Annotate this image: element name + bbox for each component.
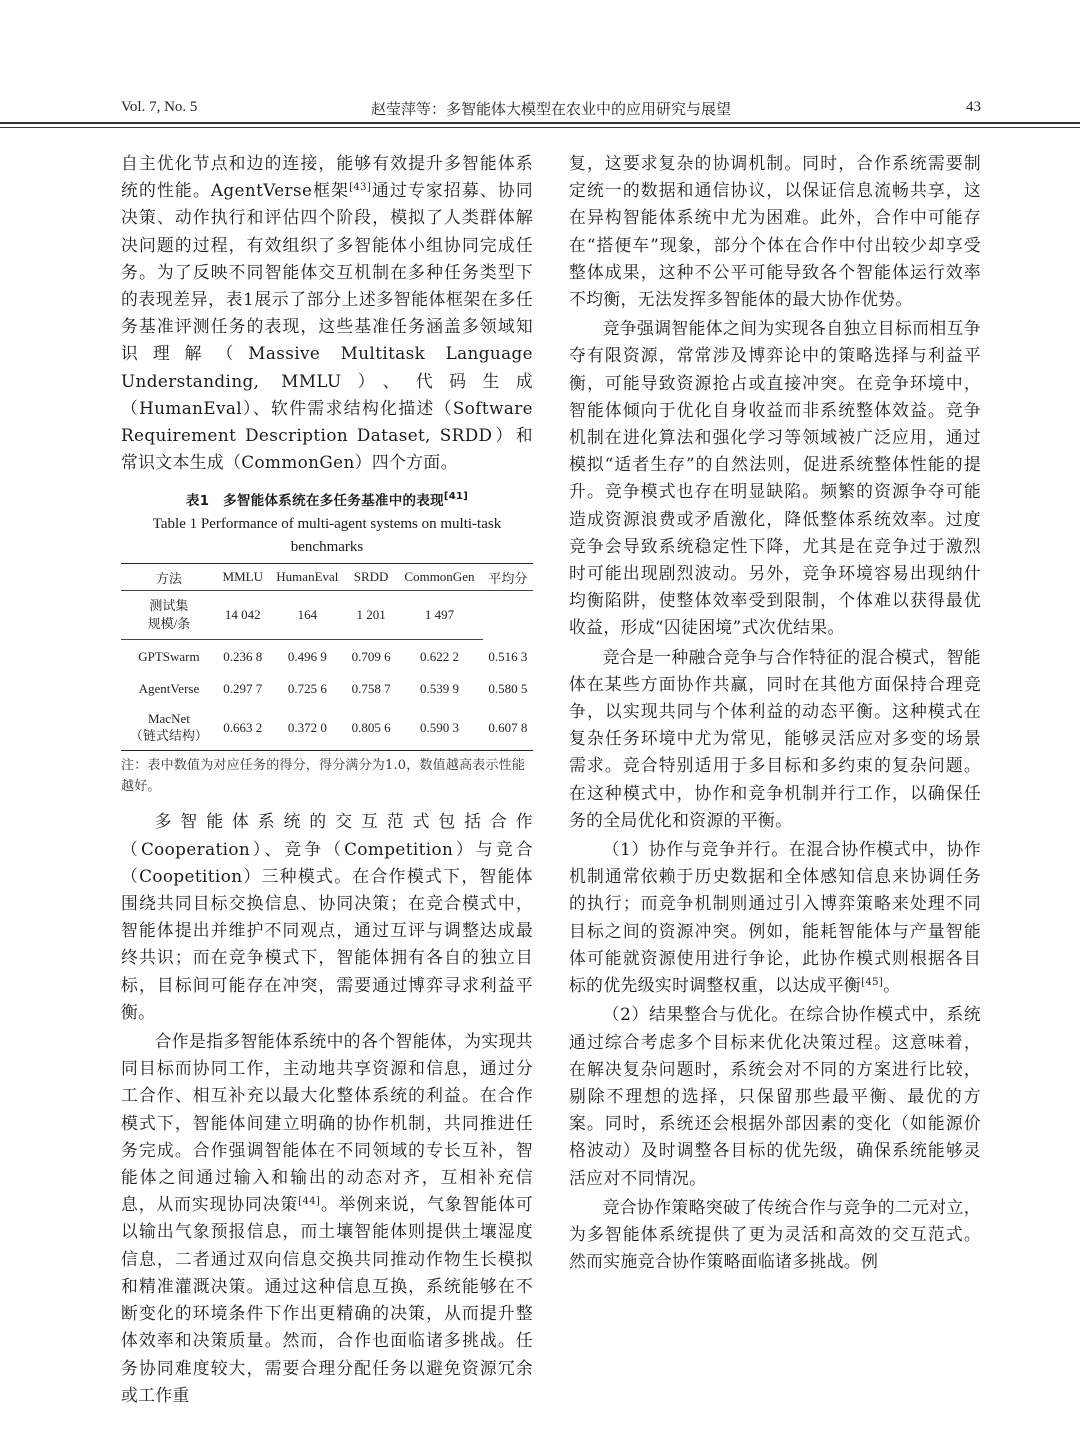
table-caption-cn: 表1 多智能体系统在多任务基准中的表现 xyxy=(185,493,444,510)
right-paragraph-6: 竞合协作策略突破了传统合作与竞争的二元对立，为多智能体系统提供了更为灵活和高效的交互范式。然而实施竞合协作策略面临诸多挑战。例 xyxy=(569,1196,981,1272)
table-cell: 0.496 9 xyxy=(287,648,327,664)
table-row xyxy=(121,672,533,704)
left-column xyxy=(121,150,533,1409)
citation: [44] xyxy=(298,1196,321,1208)
table-cell: 0.607 8 xyxy=(483,704,533,751)
table-header: 方法 xyxy=(121,564,217,591)
right-paragraph-1: 复，这要求复杂的协调机制。同时，合作系统需要制定统一的数据和通信协议，以保证信息流畅共享，这在异构智能体系统中尤为困难。此外，合作中可能存在“搭便车”现象，部分个体在合作中付出较少却享受整体成果，这种不公平可能导致各个智能体运行效率不均衡，无法发挥多智能体的最大协作优势。 xyxy=(569,153,981,310)
header-rule-thin xyxy=(0,127,1080,128)
journal-volume: Vol. 7, No. 5 xyxy=(121,99,198,115)
citation: [45] xyxy=(861,977,884,989)
right-paragraph-2: 竞争强调智能体之间为实现各自独立目标而相互争夺有限资源，常常涉及博弈论中的策略选择与利益平衡，可能导致资源抢占或直接冲突。在竞争环境中，智能体倾向于优化自身收益而非系统整体效益。竞争机制在进化算法和强化学习等领域被广泛应用，通过模拟“适者生存”的自然法则，促进系统整体性能的提升。竞争模式也存在明显缺陷。频繁的资源争夺可能造成资源浪费或矛盾激化，降低整体系统效率。过度竞争会导致系统稳定性下降，尤其是在竞争过于激烈时可能出现剧烈波动。另外，竞争环境容易出现纳什均衡陷阱，使整体效率受到限制，个体难以获得最优收益，形成“囚徒困境”式次优结果。 xyxy=(569,318,981,638)
table-cell: 0.236 8 xyxy=(223,648,263,664)
right-paragraph-5: （2）结果整合与优化。在综合协作模式中，系统通过综合考虑多个目标来优化决策过程。这意味着，在解决复杂问题时，系统会对不同的方案进行比较，剔除不理想的选择，只保留那些最平衡、最优的方案。同时，系统还会根据外部因素的变化（如能源价格波动）及时调整各目标的优先级，确保系统能够灵活应对不同情况。 xyxy=(569,1004,981,1188)
header-rule-thick xyxy=(0,122,1080,124)
right-paragraph-4: （1）协作与竞争并行。在混合协作模式中，协作机制通常依赖于历史数据和全体感知信息来协调任务的执行；而竞争机制则通过引入博弈策略来处理不同目标之间的资源冲突。例如，能耗智能体与产量智能体可能就资源使用进行争论，此协作模式则根据各目标的优先级实时调整权重，以达成平衡[45]。 xyxy=(569,839,981,996)
table-note: 注：表中数值为对应任务的得分，得分满分为1.0，数值越高表示性能越好。 xyxy=(121,758,526,795)
table-row xyxy=(121,640,533,673)
table-cell: 0.663 2 xyxy=(217,704,269,751)
table-cell: 0.725 6 xyxy=(287,680,327,696)
table-header: CommonGen xyxy=(396,564,483,591)
page-number: 43 xyxy=(966,99,981,115)
table-cell-method: GPTSwarm xyxy=(138,648,200,664)
table-cell-method: AgentVerse xyxy=(138,680,200,696)
citation: [43] xyxy=(349,182,372,194)
table-cell: 0.758 7 xyxy=(351,680,391,696)
table-cell: 0.580 5 xyxy=(488,680,528,696)
table-row-size xyxy=(121,591,533,640)
table-header-average: 平均分 xyxy=(483,564,533,591)
table-cell: 0.590 3 xyxy=(396,704,483,751)
table-caption xyxy=(121,489,533,559)
left-paragraph-3: 合作是指多智能体系统中的各个智能体，为实现共同目标而协同工作，主动地共享资源和信息，通过分工合作、相互补充以最大化整体系统的利益。在合作模式下，智能体间建立明确的协作机制，共同推进任务完成。合作强调智能体在不同领域的专长互补，智能体之间通过输入和输出的动态对齐，互相补充信息，从而实现协同决策[44]。举例来说，气象智能体可以输出气象预报信息，而土壤智能体则提供土壤湿度信息，二者通过双向信息交换共同推动作物生长模拟和精准灌溉决策。通过这种信息互换，系统能够在不断变化的环境条件下作出更精确的决策，从而提升整体效率和决策质量。然而，合作也面临诸多挑战。任务协同难度较大，需要合理分配任务以避免资源冗余或工作重 xyxy=(121,1031,533,1405)
table-cell: 0.622 2 xyxy=(419,648,459,664)
table-cell: 1 201 xyxy=(346,591,396,640)
table-cell: 164 xyxy=(269,591,346,640)
table-header: MMLU xyxy=(217,564,269,591)
table-cell: 0.372 0 xyxy=(269,704,346,751)
right-paragraph-3: 竞合是一种融合竞争与合作特征的混合模式，智能体在某些方面协作共赢，同时在其他方面保持合理竞争，以实现共同与个体利益的动态平衡。这种模式在复杂任务环境中尤为常见，能够灵活应对多变的场景需求。竞合特别适用于多目标和多约束的复杂问题。在这种模式中，协作和竞争机制并行工作，以确保任务的全局优化和资源的平衡。 xyxy=(569,646,981,830)
benchmark-table xyxy=(121,563,533,751)
table-cell: 0.516 3 xyxy=(488,648,528,664)
table-cell: 14 042 xyxy=(217,591,269,640)
table-cell: 0.805 6 xyxy=(346,704,396,751)
running-title: 赵莹萍等：多智能体大模型在农业中的应用研究与展望 xyxy=(370,102,731,118)
table-row xyxy=(121,704,533,751)
table-cell: 测试集 规模/条 xyxy=(121,591,217,640)
left-paragraph-1: 自主优化节点和边的连接，能够有效提升多智能体系统的性能。AgentVerse框架[43]通过专家招募、协同决策、动作执行和评估四个阶段，模拟了人类群体解决问题的过程，有效组织了多智能体小组协同完成任务。为了反映不同智能体交互机制在多种任务类型下的表现差异，表1展示了部分上述多智能体框架在多任务基准评测任务的表现，这些基准任务涵盖多领域知识理解（Massive Multitask Language Understanding, MMLU）、代码生成（HumanEval）、软件需求结构化描述（Software Requirement Description Dataset, SRDD）和常识文本生成（CommonGen）四个方面。 xyxy=(121,153,533,473)
table-header: SRDD xyxy=(346,564,396,591)
table-cell-method: MacNet （链式结构） xyxy=(121,704,217,751)
running-header xyxy=(121,96,981,120)
right-column xyxy=(569,150,981,1275)
table-cell: 0.709 6 xyxy=(351,648,391,664)
table-caption-en: Table 1 Performance of multi-agent systems on multi-task benchmarks xyxy=(152,516,502,556)
citation: [41] xyxy=(443,491,469,503)
table-header: HumanEval xyxy=(269,564,346,591)
table-cell: 1 497 xyxy=(396,591,483,640)
left-paragraph-2: 多智能体系统的交互范式包括合作（Cooperation）、竞争（Competition）与竞合（Coopetition）三种模式。在合作模式下，智能体围绕共同目标交换信息、协同决策；在竞合模式中，智能体提出并维护不同观点，通过互评与调整达成最终共识；而在竞争模式下，智能体拥有各自的独立目标，目标间可能存在冲突，需要通过博弈寻求利益平衡。 xyxy=(121,811,533,1022)
table-cell: 0.297 7 xyxy=(223,680,263,696)
table-cell: 0.539 9 xyxy=(419,680,459,696)
